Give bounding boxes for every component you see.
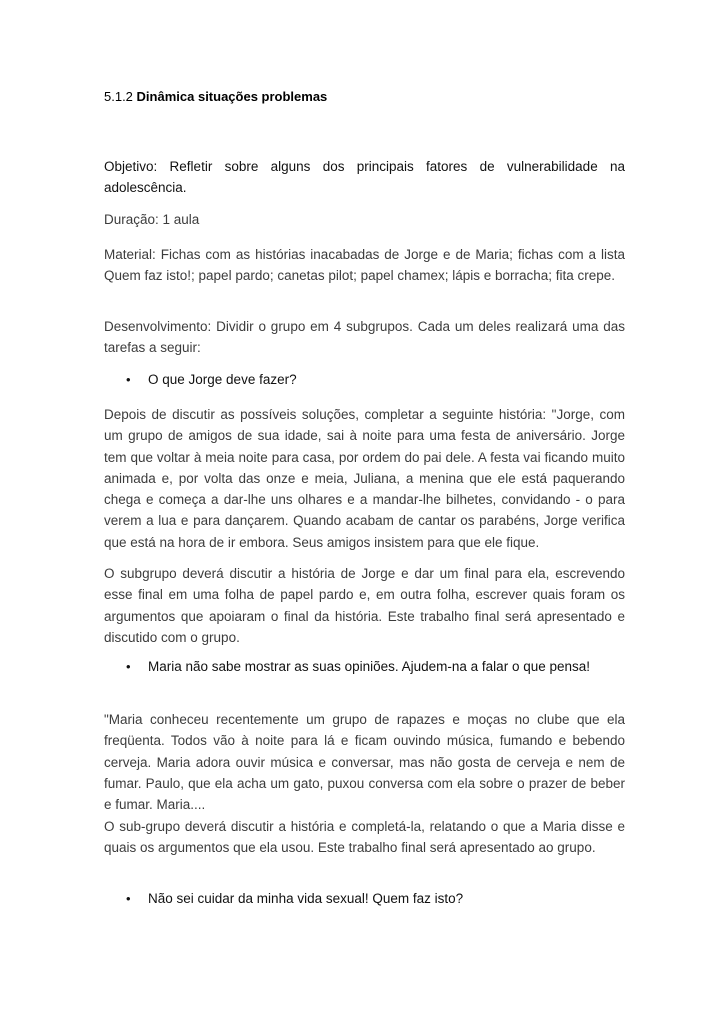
material-paragraph: Material: Fichas com as histórias inacabadas de Jorge e de Maria; fichas com a lista Quem faz isto!; papel pardo; canetas pilot; papel chamex; lápis e borracha; fita crepe. bbox=[104, 247, 625, 284]
section-heading bbox=[104, 87, 327, 107]
bullet-dot-icon: • bbox=[126, 659, 131, 674]
maria-story-paragraph: "Maria conheceu recentemente um grupo de rapazes e moças no clube que ela freqüenta. Todos vão à noite para lá e ficam ouvindo música, fumando e bebendo cerveja. Maria adora ouvir música e conversar, mas não gosta de cerveja e nem de fumar. Paulo, que ela acha um gato, puxou conversa com ela sobre o prazer de beber e fumar. Maria.... bbox=[104, 712, 625, 813]
bullet-text: Maria não sabe mostrar as suas opiniões. Ajudem-na a falar o que pensa! bbox=[148, 659, 591, 674]
section-number: 5.1.2 bbox=[104, 89, 133, 104]
bullet-text: O que Jorge deve fazer? bbox=[148, 372, 297, 387]
bullet-dot-icon: • bbox=[126, 891, 131, 906]
development-paragraph: Desenvolvimento: Dividir o grupo em 4 subgrupos. Cada um deles realizará uma das tarefas a seguir: bbox=[104, 319, 625, 356]
jorge-story-paragraph: Depois de discutir as possíveis soluções, completar a seguinte história: "Jorge, com um grupo de amigos de sua idade, sai à noite para uma festa de aniversário. Jorge tem que voltar à meia noite para casa, por ordem do pai dele. A festa vai ficando muito animada e, por volta das onze e meia, Juliana, a menina que ele está paquerando chega e começa a dar-lhe uns olhares e a mandar-lhe bilhetes, convidando - o para verem a lua e para dançarem. Quando acabam de cantar os parabéns, Jorge verifica que está na hora de ir embora. Seus amigos insistem para que ele fique. bbox=[104, 407, 625, 550]
maria-task-paragraph: O sub-grupo deverá discutir a história e completá-la, relatando o que a Maria disse e quais os argumentos que ela usou. Este trabalho final será apresentado ao grupo. bbox=[104, 819, 625, 856]
duration-paragraph: Duração: 1 aula bbox=[104, 212, 200, 227]
bullet-dot-icon: • bbox=[126, 372, 131, 387]
bullet-item-jorge bbox=[126, 369, 625, 390]
jorge-task-paragraph: O subgrupo deverá discutir a história de Jorge e dar um final para ela, escrevendo esse final em uma folha de papel pardo e, em outra folha, escrever quais foram os argumentos que apoiaram o final da história. Este trabalho final será apresentado e discutido com o grupo. bbox=[104, 566, 625, 645]
bullet-item-sexual bbox=[126, 888, 625, 909]
section-title: Dinâmica situações problemas bbox=[136, 89, 328, 104]
bullet-item-maria bbox=[126, 656, 625, 677]
objective-paragraph: Objetivo: Refletir sobre alguns dos principais fatores de vulnerabilidade na adolescência. bbox=[104, 159, 625, 196]
bullet-text: Não sei cuidar da minha vida sexual! Quem faz isto? bbox=[148, 891, 464, 906]
